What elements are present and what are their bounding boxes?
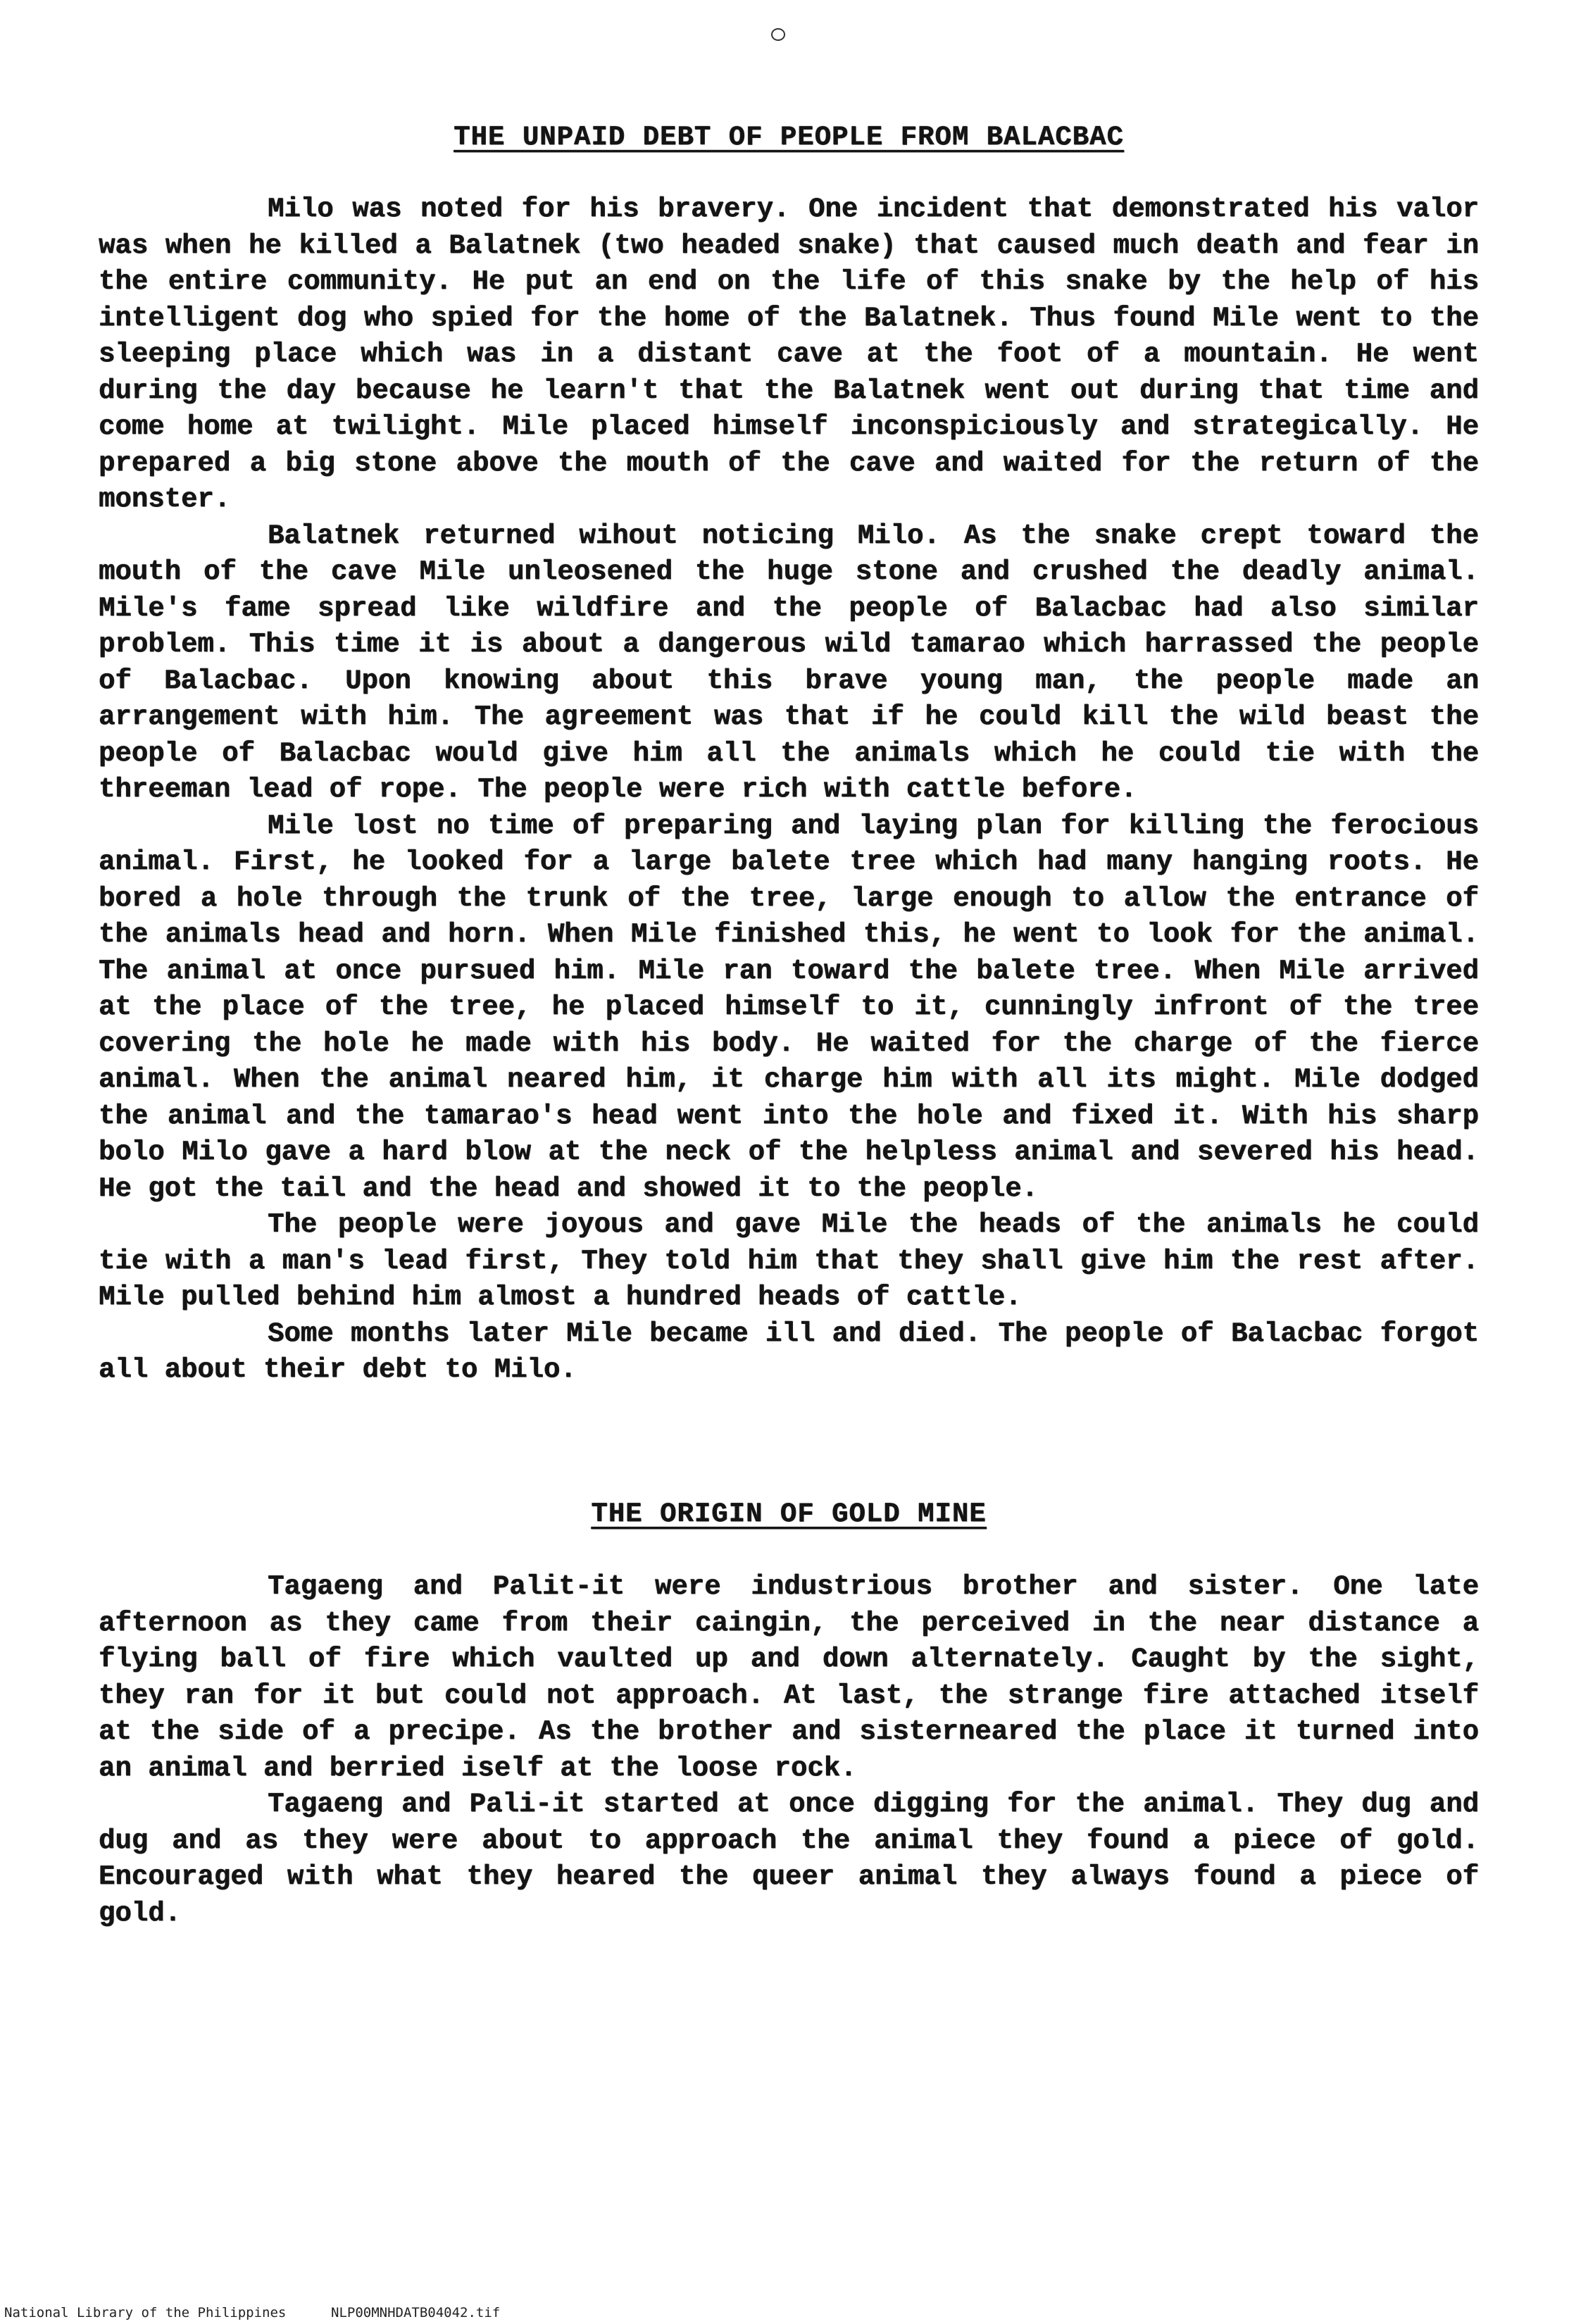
story-paragraph: Some months later Mile became ill and died. The people of Balacbac forgot all about their debt to Milo. [99,1318,1479,1385]
story-paragraph: The people were joyous and gave Mile the heads of the animals he could tie with a man's lead first, They told him that they shall give him the rest after. Mile pulled behind him almost a hundred heads of cattle. [99,1209,1479,1313]
story-paragraph: Balatnek returned wihout noticing Milo. As the snake crept toward the mouth of the cave Mile unleosened the huge stone and crushed the deadly animal. Mile's fame spread like wildfire and the people of Balacbac had also similar problem. This time it is about a dangerous wild tamarao which harrassed the people of Balacbac. Upon knowing about this brave young man, the people made an arrangement with him. The agreement was that if he could kill the wild beast the people of Balacbac would give him all the animals which he could tie with the threeman lead of rope. The people were rich with cattle before. [99,520,1479,805]
story-title-unpaid-debt: THE UNPAID DEBT OF PEOPLE FROM BALACBAC [454,122,1124,153]
story-paragraph: Milo was noted for his bravery. One incident that demonstrated his valor was when he killed a Balatnek (two headed snake) that caused much death and fear in the entire community. He put an end on the life of this snake by the help of his intelligent dog who spied for the home of the Balatnek. Thus found Mile went to the sleeping place which was in a distant cave at the foot of a mountain. He went during the day because he learn't that the Balatnek went out during that time and come home at twilight. Mile placed himself inconspiciously and strategically. He prepared a big stone above the mouth of the cave and waited for the return of the monster. [99,194,1479,515]
story-unpaid-debt-body [99,192,1479,1389]
story-title-gold-mine: THE ORIGIN OF GOLD MINE [591,1499,987,1530]
story-paragraph: Tagaeng and Pali-it started at once digging for the animal. They dug and dug and as they were about to approach the animal they found a piece of gold. Encouraged with what they heared the queer animal they always found a piece of gold. [99,1789,1479,1929]
story-paragraph: Tagaeng and Palit-it were industrious brother and sister. One late afternoon as they came from their caingin, the perceived in the near distance a flying ball of fire which vaulted up and down alternately. Caught by the sight, they ran for it but could not approach. At last, the strange fire attached itself at the side of a precipe. As the brother and sisterneared the place it turned into an animal and berried iself at the loose rock. [99,1571,1479,1784]
page-stamp-icon [771,28,785,41]
footer-library-name: National Library of the Philippines [4,2305,287,2320]
footer-filename: NLP00MNHDATB04042.tif [331,2305,501,2320]
story-gold-mine-body [99,1569,1479,1932]
story-paragraph: Mile lost no time of preparing and laying plan for killing the ferocious animal. First, he looked for a large balete tree which had many hanging roots. He bored a hole through the trunk of the tree, large enough to allow the entrance of the animals head and horn. When Mile finished this, he went to look for the animal. The animal at once pursued him. Mile ran toward the balete tree. When Mile arrived at the place of the tree, he placed himself to it, cunningly infront of the tree covering the hole he made with his body. He waited for the charge of the fierce animal. When the animal neared him, it charge him with all its might. Mile dodged the animal and the tamarao's head went into the hole and fixed it. With his sharp bolo Milo gave a hard blow at the neck of the helpless animal and severed his head. He got the tail and the head and showed it to the people. [99,810,1479,1204]
